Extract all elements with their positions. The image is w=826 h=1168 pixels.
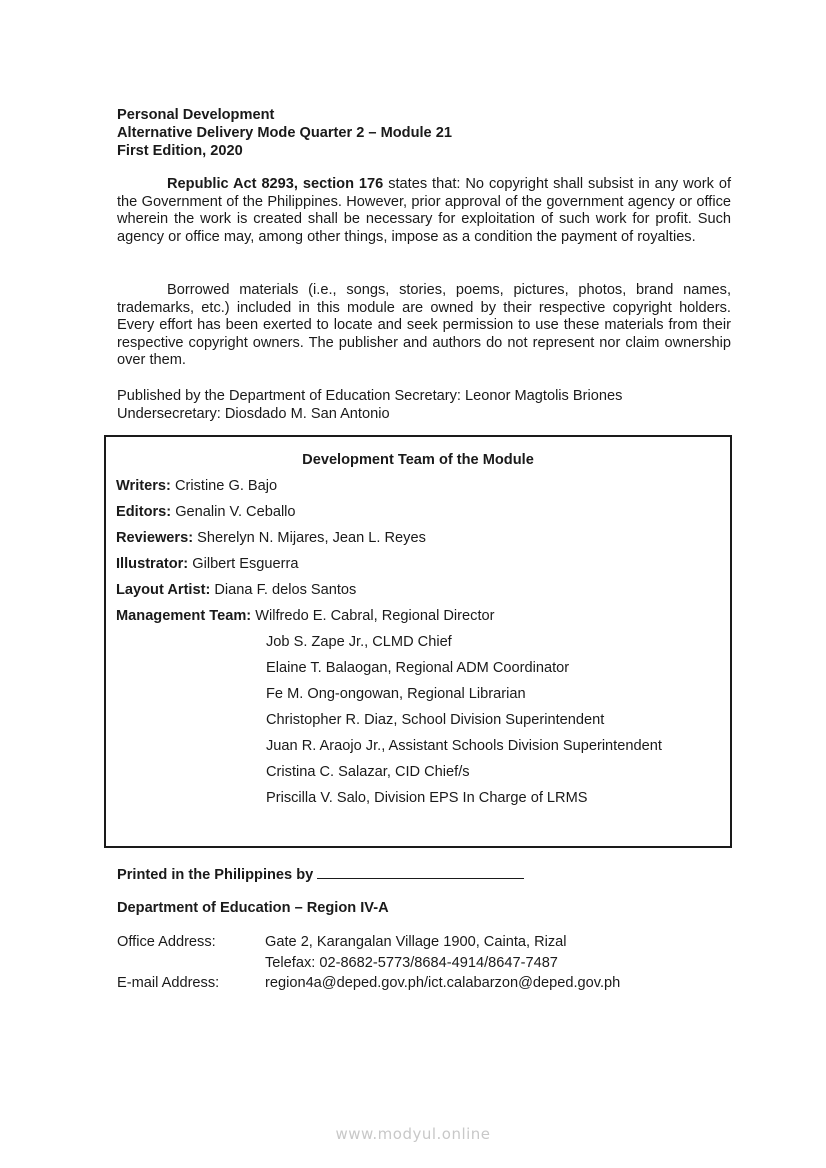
team-role-illustrator: Illustrator: Gilbert Esguerra <box>116 556 299 572</box>
edition: First Edition, 2020 <box>117 143 243 159</box>
copyright-paragraph <box>117 176 731 246</box>
team-role-writers: Writers: Cristine G. Bajo <box>116 478 278 494</box>
document-header <box>117 106 452 160</box>
undersecretary-line: Undersecretary: Diosdado M. San Antonio <box>117 406 390 422</box>
telefax-value: Telefax: 02-8682-5773/8684-4914/8647-7487 <box>265 955 558 971</box>
management-member: Elaine T. Balaogan, Regional ADM Coordinator <box>266 660 570 676</box>
borrowed-materials-paragraph <box>117 282 731 370</box>
email-address-label: E-mail Address: <box>117 975 220 991</box>
office-address-value: Gate 2, Karangalan Village 1900, Cainta, Rizal <box>265 934 567 950</box>
email-address-value: region4a@deped.gov.ph/ict.calabarzon@deped.gov.ph <box>265 975 621 991</box>
team-role-layout-artist: Layout Artist: Diana F. delos Santos <box>116 582 357 598</box>
publisher-line: Published by the Department of Education Secretary: Leonor Magtolis Briones <box>117 388 623 404</box>
office-address-label: Office Address: <box>117 934 216 950</box>
law-reference: Republic Act 8293, section 176 <box>167 176 384 192</box>
team-role-management: Management Team: Wilfredo E. Cabral, Regional Director <box>116 608 495 624</box>
management-member: Priscilla V. Salo, Division EPS In Charge of LRMS <box>266 790 588 806</box>
team-box-title: Development Team of the Module <box>302 452 534 468</box>
team-role-reviewers: Reviewers: Sherelyn N. Mijares, Jean L. Reyes <box>116 530 426 546</box>
team-role-editors: Editors: Genalin V. Ceballo <box>116 504 296 520</box>
module-title: Alternative Delivery Mode Quarter 2 – Module 21 <box>117 125 452 141</box>
region-heading: Department of Education – Region IV-A <box>117 900 389 916</box>
management-member: Fe M. Ong-ongowan, Regional Librarian <box>266 686 526 702</box>
development-team-box <box>104 435 732 848</box>
subject-title: Personal Development <box>117 107 275 123</box>
printed-label: Printed in the Philippines by <box>117 867 314 883</box>
management-member: Cristina C. Salazar, CID Chief/s <box>266 764 470 780</box>
law-text: states that: No copyright shall subsist in any work of the Government of the Philippines. However, prior approval of the government agency or office wherein the work is created shall be necessary for exploitation of such work for profit. Such agency or office may, among other things, impose as a condition the payment of royalties. <box>117 176 732 245</box>
management-member: Job S. Zape Jr., CLMD Chief <box>266 634 452 650</box>
borrowed-text: Borrowed materials (i.e., songs, stories, poems, pictures, photos, brand names, trademarks, etc.) included in this module are owned by their respective copyright holders. Every effort has been exerted to locate and seek permission to use these materials from their respective copyright owners. The publisher and authors do not represent nor claim ownership over them. <box>117 282 731 369</box>
management-member: Juan R. Araojo Jr., Assistant Schools Division Superintendent <box>266 738 662 754</box>
printer-blank-line <box>317 864 524 879</box>
publisher-info <box>117 387 622 423</box>
printed-by-line <box>117 864 524 883</box>
management-member: Christopher R. Diaz, School Division Superintendent <box>266 712 605 728</box>
watermark: www.modyul.online <box>335 1125 491 1143</box>
